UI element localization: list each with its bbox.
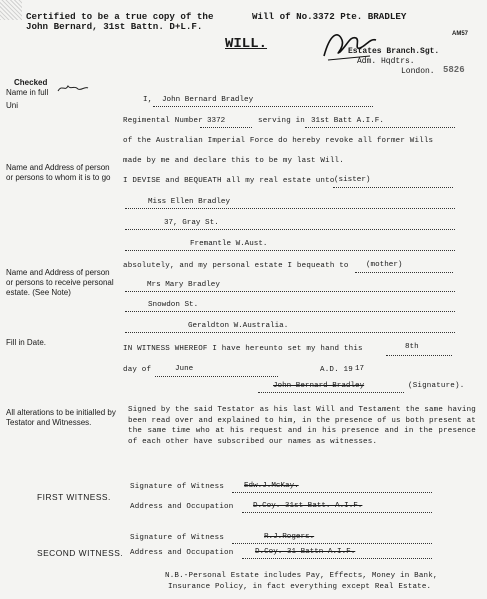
ad-label: A.D. 19 <box>320 366 353 374</box>
testator-signature-line <box>258 392 404 393</box>
unit-name: 31st Batt A.I.F. <box>311 117 384 125</box>
certified-line-2: John Bernard, 31st Battn. D+L.F. <box>26 21 203 32</box>
personal-estate-address-2: Geraldton W.Australia. <box>188 322 289 330</box>
stamp-reference: 5826 <box>443 65 465 75</box>
year-value: 17 <box>355 365 365 373</box>
first-witness-address: D.Coy. 31st Batt. A.I.F. <box>253 502 363 510</box>
devise-line: I DEVISE and BEQUEATH all my real estate unto <box>123 177 335 185</box>
checker-initials-icon <box>56 82 90 94</box>
note-line-1: N.B.-Personal Estate includes Pay, Effects, Money in Bank, <box>165 572 438 580</box>
revoke-line-1: of the Australian Imperial Force do hereby revoke all former Wills <box>123 137 434 145</box>
regimental-number-label: Regimental Number <box>123 117 203 125</box>
personal-relation-line <box>355 272 453 273</box>
first-witness-signature-line <box>232 492 432 493</box>
note-line-2: Insurance Policy, in fact everything except Real Estate. <box>168 583 432 591</box>
personal-addr2-line <box>125 332 455 333</box>
stamp-line-1: Estates Branch.Sgt. <box>348 47 440 56</box>
second-witness-signature-label: Signature of Witness <box>130 534 225 542</box>
real-estate-name: Miss Ellen Bradley <box>148 198 231 206</box>
name-in-full-label: Name in full <box>6 88 49 97</box>
second-witness-signature-line <box>232 543 432 544</box>
unit-name-line <box>305 127 455 128</box>
stamp-line-3: London. <box>401 67 435 76</box>
personal-estate-address-1: Snowdon St. <box>148 301 199 309</box>
fill-in-date-label: Fill in Date. <box>6 338 47 347</box>
regimental-number: 3372 <box>207 117 226 125</box>
real-addr1-line <box>125 229 455 230</box>
real-estate-relation: (sister) <box>334 176 371 184</box>
second-witness-signature: R.J.Rogers. <box>264 533 315 541</box>
first-witness-signature: Edw.J.McKay. <box>244 482 299 490</box>
document-title: WILL. <box>225 36 268 52</box>
scan-artifact <box>0 0 22 20</box>
second-witness-label: SECOND WITNESS. <box>37 548 124 558</box>
personal-estate-recipient-label: Name and Address of person or persons to receive personal estate. (See Note) <box>6 268 114 297</box>
witness-whereof-line: IN WITNESS WHEREOF I have hereunto set my hand this <box>123 345 363 353</box>
first-witness-address-label: Address and Occupation <box>130 503 234 511</box>
personal-estate-name: Mrs Mary Bradley <box>147 281 220 289</box>
month-line <box>155 376 278 377</box>
real-estate-recipient-label: Name and Address of person or persons to whom it is to go <box>6 163 111 182</box>
unit-label: Uni <box>6 101 19 110</box>
second-witness-address-label: Address and Occupation <box>130 549 234 557</box>
personal-estate-relation: (mother) <box>366 261 403 269</box>
testator-prefix: I, <box>143 96 153 104</box>
real-estate-address-2: Fremantle W.Aust. <box>190 240 268 248</box>
first-witness-label: FIRST WITNESS. <box>37 492 111 502</box>
day-of-label: day of <box>123 366 152 374</box>
real-name-line <box>125 208 455 209</box>
day-value: 8th <box>405 343 419 351</box>
real-estate-address-1: 37, Gray St. <box>164 219 219 227</box>
real-addr2-line <box>125 250 455 251</box>
second-witness-address-line <box>242 558 432 559</box>
first-witness-signature-label: Signature of Witness <box>130 483 225 491</box>
checked-label: Checked <box>14 78 48 87</box>
real-relation-line <box>333 187 453 188</box>
first-witness-address-line <box>242 512 432 513</box>
testator-signature: John Bernard Bradley <box>273 382 365 390</box>
second-witness-address: D.Coy. 31 Battn A.I.F. <box>255 548 356 556</box>
signature-label: (Signature). <box>408 382 465 390</box>
personal-name-line <box>125 291 455 292</box>
testator-name: John Bernard Bradley <box>162 96 254 104</box>
regimental-number-line <box>200 127 252 128</box>
revoke-line-2: made by me and declare this to be my last Will. <box>123 157 344 165</box>
form-code: AM57 <box>452 31 469 37</box>
attestation-clause: Signed by the said Testator as his last Will and Testament the same having been read over and explained to him, in the presence of us both present at the same time who at his request and in his presence and in the presence of each other have subscribed our names as witnesses. <box>128 406 476 446</box>
absolutely-line: absolutely, and my personal estate I bequeath to <box>123 262 349 270</box>
serving-in-label: serving in <box>258 117 306 125</box>
month-value: June <box>175 365 194 373</box>
will-of-line: Will of No.3372 Pte. BRADLEY <box>252 11 407 22</box>
certified-line-1: Certified to be a true copy of the <box>26 11 214 22</box>
personal-addr1-line <box>125 311 455 312</box>
day-line <box>386 355 452 356</box>
alterations-note-label: All alterations to be initialled by Testator and Witnesses. <box>6 408 116 427</box>
stamp-line-2: Adm. Hqdtrs. <box>357 57 415 66</box>
testator-name-line <box>153 106 373 107</box>
